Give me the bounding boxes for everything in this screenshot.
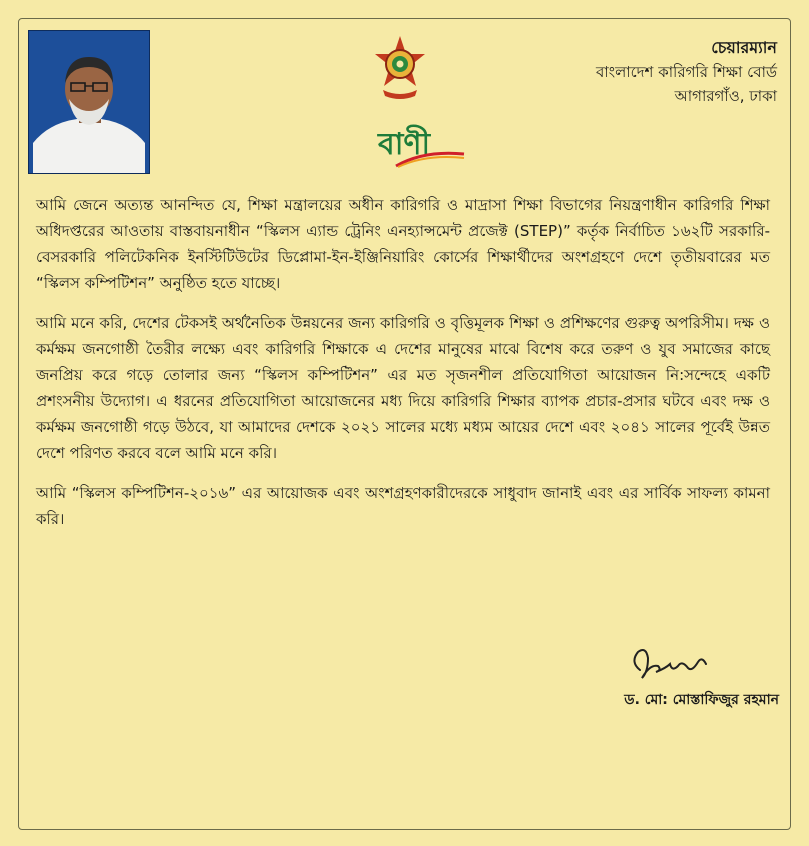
paragraph-3: আমি “স্কিলস কম্পিটিশন-২০১৬” এর আয়োজক এবং অংশগ্রহণকারীদেরকে সাধুবাদ জানাই এবং এর সার্বিক সাফল্য কামনা করি। xyxy=(36,484,770,528)
swoosh-icon xyxy=(394,148,466,168)
organization-name: বাংলাদেশ কারিগরি শিক্ষা বোর্ড xyxy=(595,63,777,81)
paragraph-2: আমি মনে করি, দেশের টেকসই অর্থনৈতিক উন্নয়নের জন্য কারিগরি ও বৃত্তিমূলক শিক্ষা ও প্রশিক্ষণের গুরুত্ব অপরিসীম। দক্ষ ও কর্মক্ষম জনগোষ্ঠী তৈরীর লক্ষ্যে এবং কারিগরি শিক্ষাকে এ দেশের মানুষের মাঝে বিশেষ করে তরুণ ও যুব সমাজের কাছে জনপ্রিয় করে গড়ে তোলার জন্য “স্কিলস কম্পিটিশন” এর মত সৃজনশীল প্রতিযোগিতা আয়োজন নি:সন্দেহে একটি প্রশংসনীয় উদ্যোগ। এ ধরনের প্রতিযোগিতা আয়োজনের মধ্য দিয়ে কারিগরি শিক্ষার ব্যাপক প্রচার-প্রসার ঘটবে এবং দক্ষ ও কর্মক্ষম জনগোষ্ঠী গড়ে উঠবে, যা আমাদের দেশকে ২০২১ সালের মধ্যে মধ্যম আয়ের দেশে এবং ২০৪১ সালের পূর্বেই উন্নত দেশে পরিণত করবে বলে আমি মনে করি। xyxy=(36,314,770,462)
handwritten-signature xyxy=(626,642,716,684)
designation-title: চেয়ারম্যান xyxy=(711,38,777,57)
board-emblem-icon xyxy=(373,36,427,102)
message-body xyxy=(36,192,770,546)
office-address: আগারগাঁও, ঢাকা xyxy=(674,87,777,105)
vani-heading xyxy=(372,118,472,178)
office-header xyxy=(596,36,777,108)
vani-label: বাণী xyxy=(378,127,431,162)
paragraph-1: আমি জেনে অত্যন্ত আনন্দিত যে, শিক্ষা মন্ত্রালয়ের অধীন কারিগরি ও মাদ্রাসা শিক্ষা বিভাগের নিয়ন্ত্রণাধীন কারিগরি শিক্ষা অধিদপ্তরের আওতায় বাস্তবায়নাধীন “স্কিলস এ্যান্ড ট্রেনিং এনহ্যান্সমেন্ট প্রজেক্ট (STEP)” কর্তৃক নির্বাচিত ১৬২টি সরকারি-বেসরকারি পলিটেকনিক ইনস্টিটিউটের ডিপ্লোমা-ইন-ইঞ্জিনিয়ারিং কোর্সের শিক্ষার্থীদের অংশগ্রহণে দেশে তৃতীয়বারের মত “স্কিলস কম্পিটিশন” অনুষ্ঠিত হতে যাচ্ছে। xyxy=(36,196,770,292)
chairman-photo xyxy=(28,30,150,174)
signer-name: ড. মো: মোস্তাফিজুর রহমান xyxy=(624,692,779,708)
